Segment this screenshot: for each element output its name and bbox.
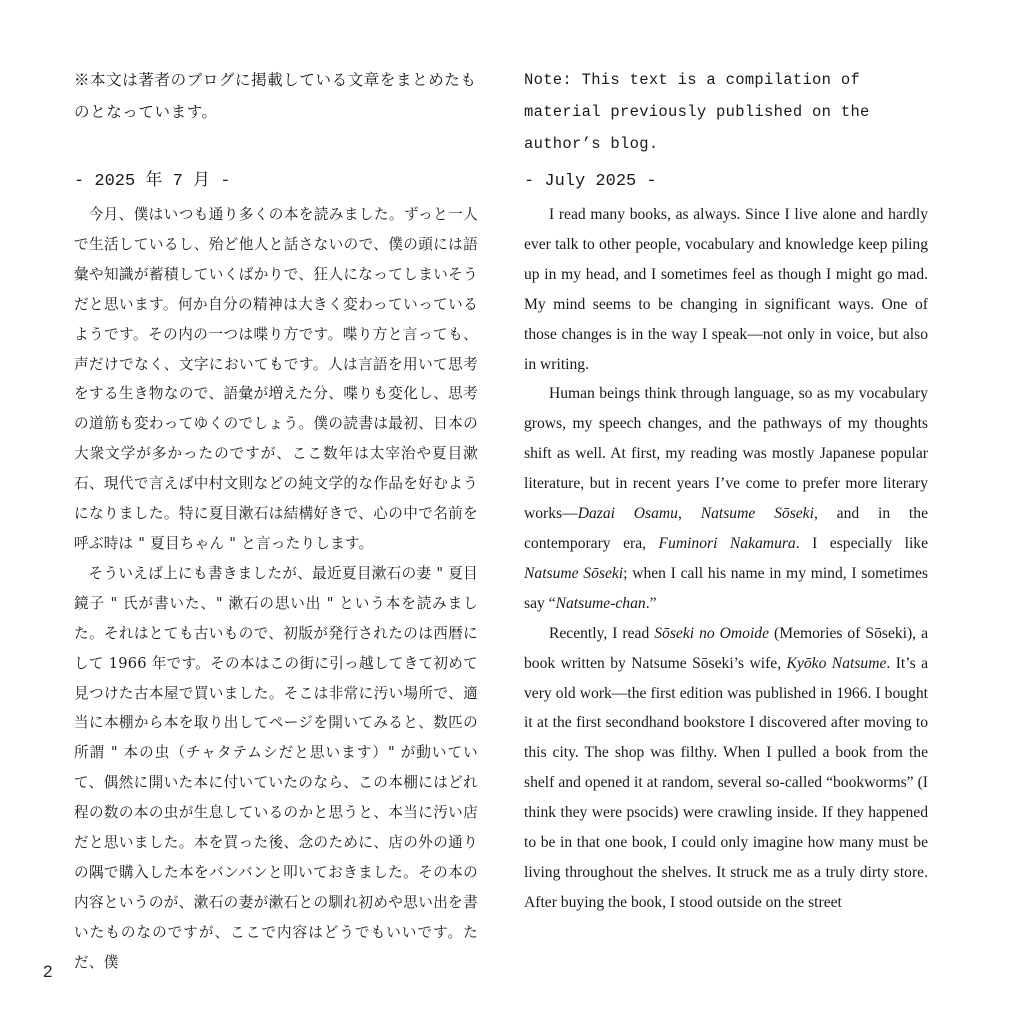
book-title-italic: Sōseki no Omoide (654, 624, 770, 642)
english-column (524, 64, 928, 911)
section-heading-ja: - 2025 年 7 月 - (74, 172, 231, 191)
author-name-italic: Natsume Sōseki (524, 564, 624, 582)
section-heading-en: - July 2025 - (524, 172, 657, 191)
paragraph-en-2 (524, 379, 928, 618)
page-number: 2 (43, 962, 53, 981)
text-run: ; when I call his name in my mind, I sometimes say “ (524, 564, 928, 612)
author-name-italic: Natsume Sōseki (700, 505, 814, 523)
body-text-en (524, 200, 928, 918)
author-name-italic: Dazai Osamu (577, 505, 678, 523)
paragraph-ja-2: そういえば上にも書きましたが、最近夏目漱石の妻 " 夏目鏡子 " 氏が書いた、" 漱石の思い出 " という本を読みました。それはとても古いもので、初版が発行されたのは西暦にして 1966 年です。その本はこの街に引っ越してきて初めて見つけた古本屋で買いました。そこは非常に汚い場所で、適当に本棚から本を取り出してページを開いてみると、数匹の所謂 " 本の虫（チャタテムシだと思います）" が動いていて、偶然に開いた本に付いていたのなら、この本棚にはどれ程の数の本の虫が生息しているのかと思うと、本当に汚い店だと思いました。本を買った後、念のために、店の外の通りの隅で購入した本をバンバンと叩いておきました。その本の内容というのが、漱石の妻が漱石との馴れ初めや思い出を書いたものなのですが、ここで内容はどうでもいいです。ただ、僕 (74, 564, 478, 971)
text-run: Human beings think through language, so as my vocabulary grows, my speech changes, and the pathways of my thoughts shift as well. At first, my reading was mostly Japanese popular literature, but in recent years I’ve come to prefer more literary works— (524, 385, 928, 523)
text-run: . It’s a very old work—the first edition was published in 1966. I bought it at the first secondhand bookstore I discovered after moving to this city. The shop was filthy. When I pulled a book from the shelf and opened it at random, several so-called “bookworms” (I think they were psocids) were crawling inside. If they happened to be in that one book, I could only imagine how many must be living throughout the shelves. It struck me as a truly dirty store. After buying the book, I stood outside on the street (524, 654, 928, 911)
paragraph-ja-1: 今月、僕はいつも通り多くの本を読みました。ずっと一人で生活しているし、殆ど他人と話さないので、僕の頭には語彙や知識が蓄積していくばかりで、狂人になってしまいそうだと思います。何か自分の精神は大きく変わっていっているようです。その内の一つは喋り方です。喋り方と言っても、声だけでなく、文字においてもです。人は言語を用いて思考をする生き物なので、語彙が増えた分、喋りも変化し、思考の道筋も変わってゆくのでしょう。僕の読書は最初、日本の大衆文学が多かったのですが、ここ数年は太宰治や夏目漱石、現代で言えば中村文則などの純文学的な作品を好むようになりました。特に夏目漱石は結構好きで、心の中で名前を呼ぶ時は " 夏目ちゃん " と言ったりします。 (74, 206, 478, 552)
text-run: . I especially like (795, 534, 928, 552)
japanese-column (74, 64, 478, 971)
paragraph-en-3 (524, 619, 928, 918)
text-run: (Memories of Sōseki), a book written by Natsume Sōseki’s wife, (524, 624, 928, 672)
paragraph-en-1: I read many books, as always. Since I live alone and hardly ever talk to other people, vocabulary and knowledge keep piling up in my head, and I sometimes feel as though I might go mad. My mind seems to be changing in significant ways. One of those changes is in the way I speak—not only in voice, but also in writing. (524, 206, 928, 373)
author-name-italic: Kyōko Natsume (786, 654, 887, 672)
author-note-ja: ※本文は著者のブログに掲載している文章をまとめたものとなっています。 (74, 71, 477, 121)
text-run: , (677, 505, 701, 523)
text-run: Recently, I read (548, 624, 655, 642)
author-note-en: Note: This text is a compilation of material previously published on the author’s blog. (524, 71, 870, 153)
text-run: .” (645, 594, 657, 612)
text-run: , and in the contemporary era, (524, 505, 928, 552)
body-text-ja (74, 200, 478, 978)
nickname-italic: Natsume-chan (555, 594, 646, 612)
author-name-italic: Fuminori Nakamura (658, 534, 796, 552)
